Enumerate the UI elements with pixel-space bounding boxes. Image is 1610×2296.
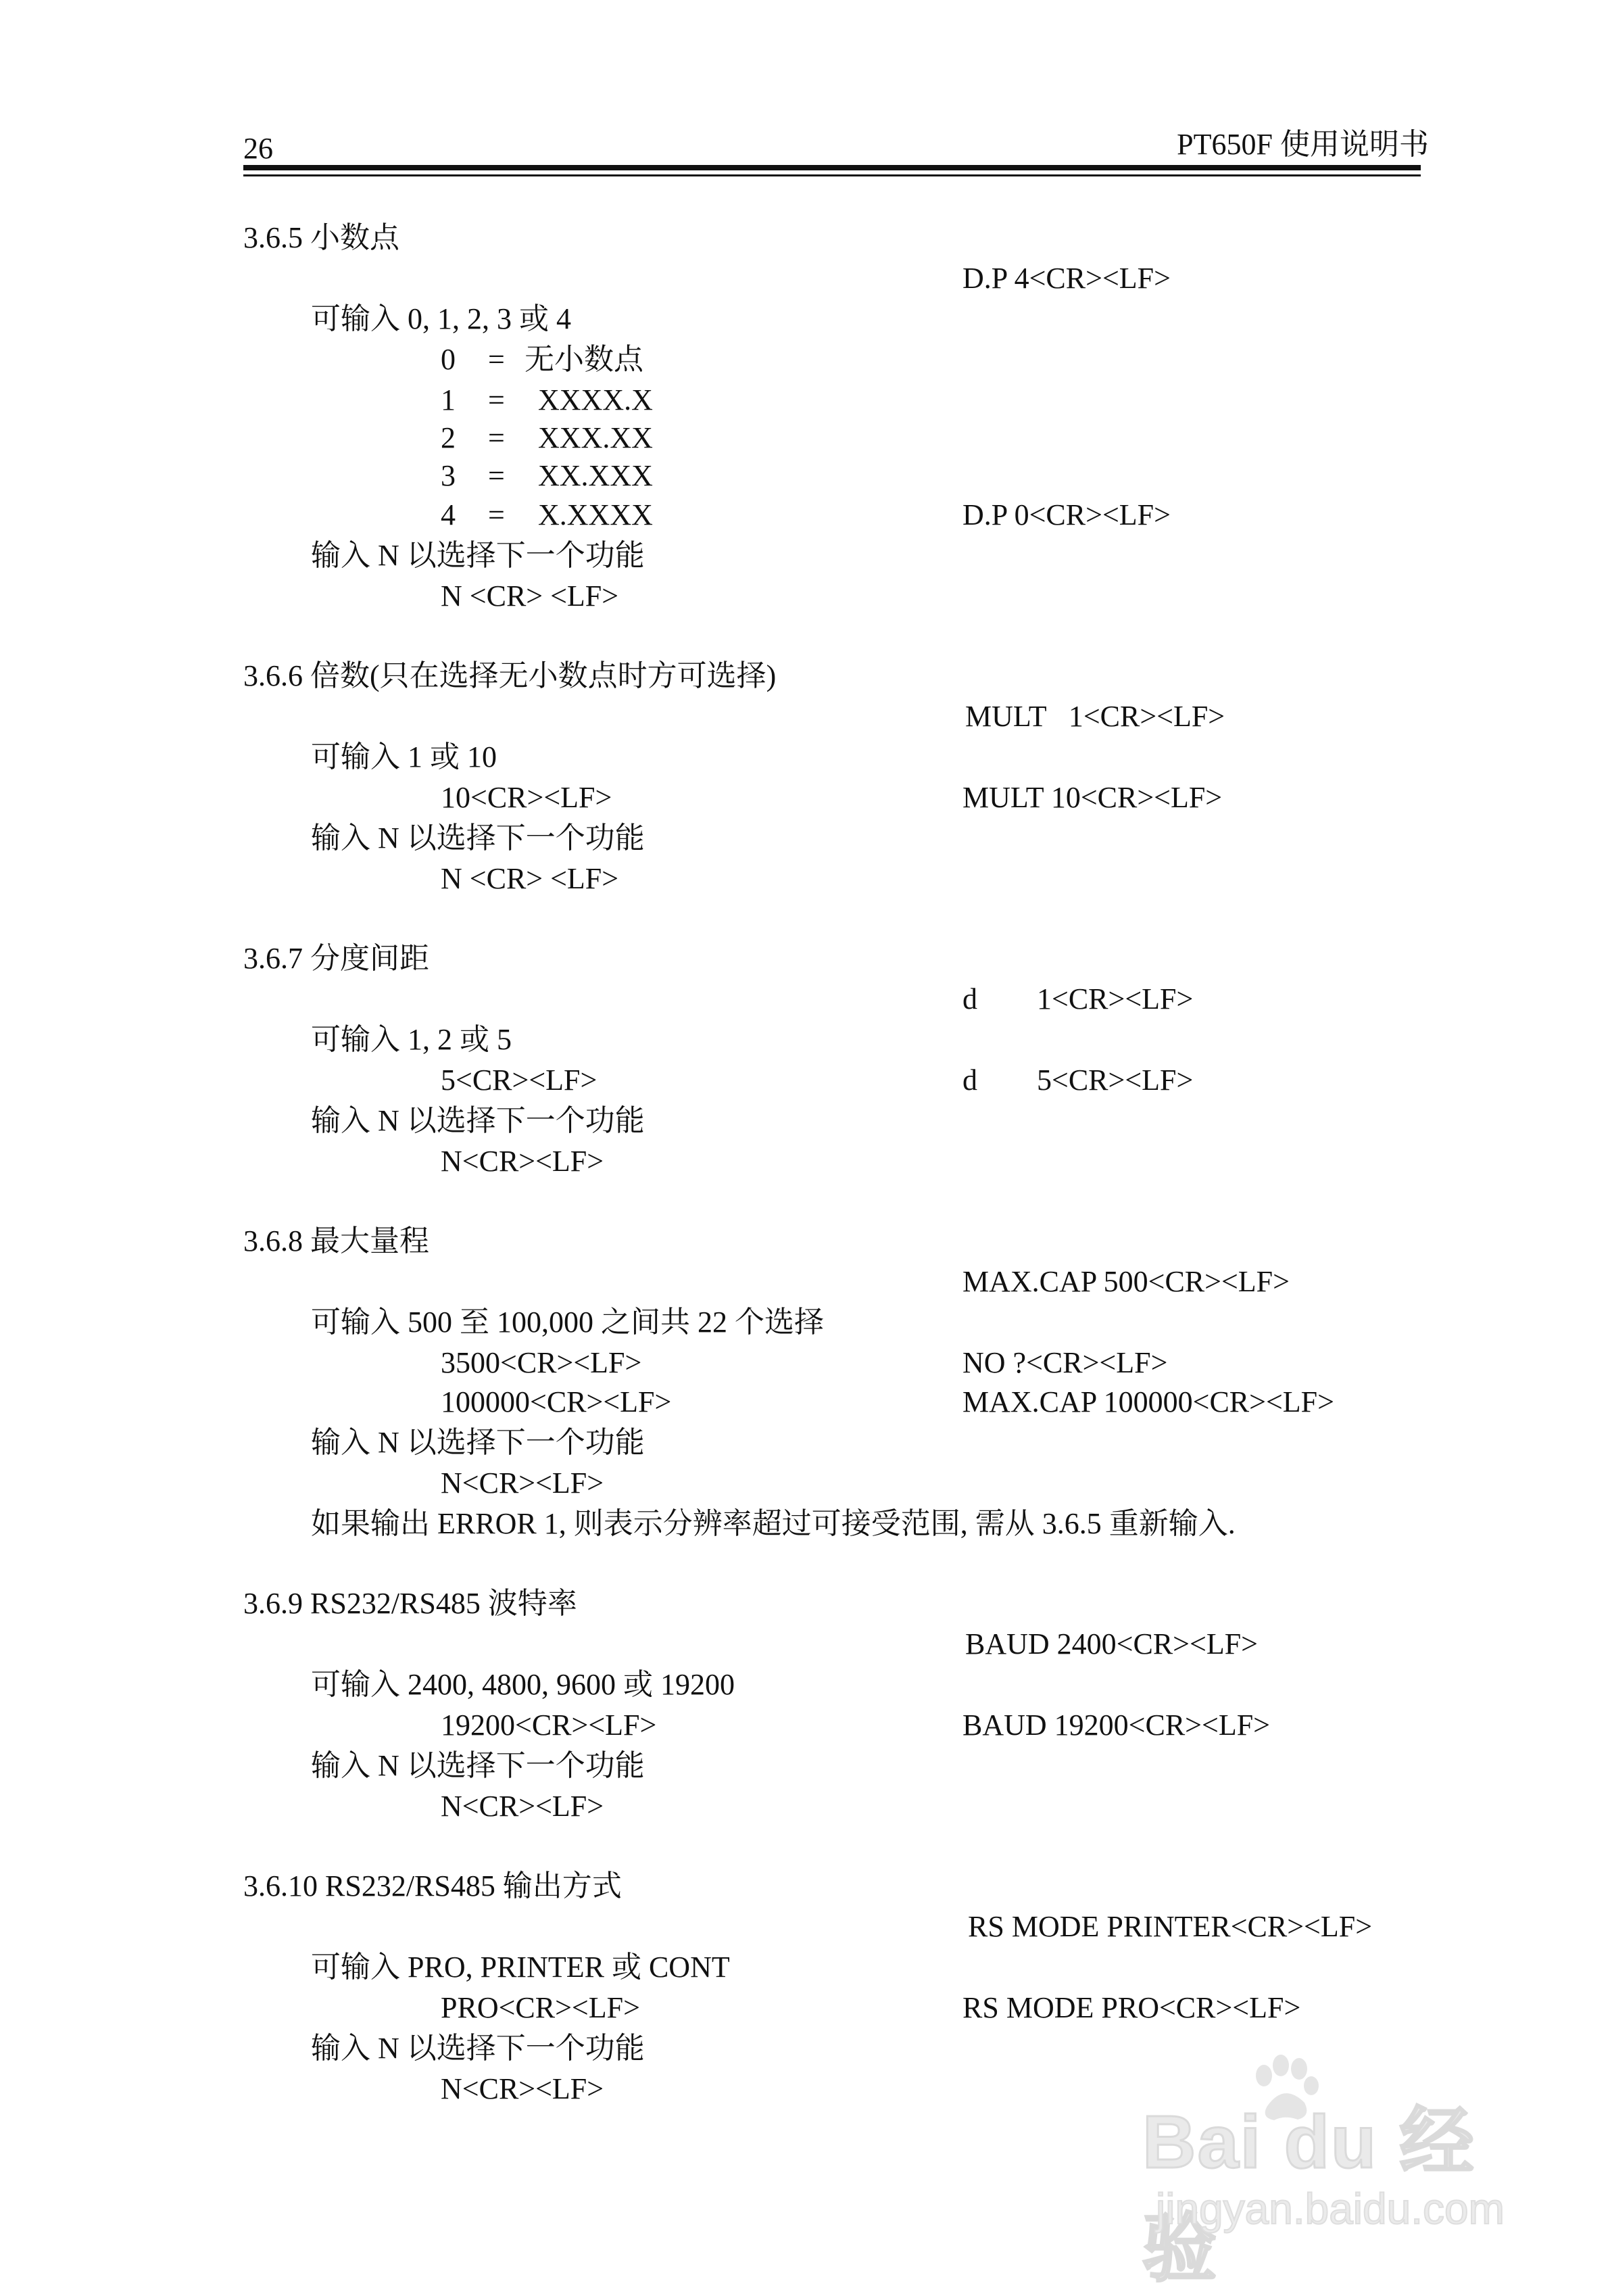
option-value: XXX.XX [538,421,653,454]
option-value: X.XXXX [538,498,653,531]
instruction-text: 可输入 500 至 100,000 之间共 22 个选择 [311,1306,824,1339]
next-function-label: 输入 N 以选择下一个功能 [311,539,645,572]
input-command: 10<CR><LF> [441,781,612,814]
display-prompt: RS MODE PRINTER<CR><LF> [968,1910,1373,1943]
watermark-url: jingyan.baidu.com [1156,2184,1505,2233]
result-text: RS MODE PRO<CR><LF> [962,1991,1301,2024]
option-eq: = [488,498,505,531]
header-rule-thick [243,165,1421,170]
next-function-label: 输入 N 以选择下一个功能 [311,1749,645,1782]
instruction-text: 可输入 1, 2 或 5 [311,1023,512,1056]
next-command: N<CR><LF> [441,1790,604,1823]
next-command: N<CR><LF> [441,2072,604,2105]
instruction-text: 可输入 2400, 4800, 9600 或 19200 [311,1668,735,1701]
option-key: 1 [441,383,456,416]
result-text: BAUD 19200<CR><LF> [962,1708,1270,1742]
option-value: 无小数点 [525,343,643,376]
option-eq: = [488,383,505,416]
result-text: D.P 0<CR><LF> [962,498,1171,531]
option-key: 4 [441,498,456,531]
option-key: 3 [441,459,456,492]
next-command: N <CR> <LF> [441,862,619,895]
option-key: 2 [441,421,456,454]
display-prompt: BAUD 2400<CR><LF> [965,1627,1258,1660]
section-heading-output-mode: 3.6.10 RS232/RS485 输出方式 [243,1869,622,1903]
display-prompt: D.P 4<CR><LF> [962,262,1171,295]
display-prompt: MAX.CAP 500<CR><LF> [962,1265,1290,1298]
section-heading-division: 3.6.7 分度间距 [243,942,429,975]
next-command: N<CR><LF> [441,1466,604,1500]
next-function-label: 输入 N 以选择下一个功能 [311,2032,645,2065]
watermark-logo: Bai du 经验 [1142,2101,1475,2291]
option-eq: = [488,421,505,454]
instruction-text: 可输入 0, 1, 2, 3 或 4 [311,302,571,335]
input-command: 100000<CR><LF> [441,1385,672,1418]
result-text: MAX.CAP 100000<CR><LF> [962,1385,1334,1418]
option-eq: = [488,459,505,492]
next-command: N<CR><LF> [441,1145,604,1178]
option-value: XXXX.X [538,383,653,416]
next-function-label: 输入 N 以选择下一个功能 [311,821,645,855]
option-value: XX.XXX [538,459,653,492]
baidu-jingyan-watermark [1142,2082,1521,2291]
result-text: MULT 10<CR><LF> [962,781,1223,814]
next-function-label: 输入 N 以选择下一个功能 [311,1104,645,1137]
display-prompt: MULT 1<CR><LF> [965,700,1225,733]
header-rule-thin [243,174,1421,176]
input-command: PRO<CR><LF> [441,1991,640,2024]
input-command: 3500<CR><LF> [441,1346,642,1379]
input-command: 19200<CR><LF> [441,1708,657,1742]
input-command: 5<CR><LF> [441,1063,597,1097]
section-heading-multiplier: 3.6.6 倍数(只在选择无小数点时方可选择) [243,659,777,692]
instruction-text: 可输入 1 或 10 [311,740,497,773]
instruction-text: 可输入 PRO, PRINTER 或 CONT [311,1951,730,1984]
error-note: 如果输出 ERROR 1, 则表示分辨率超过可接受范围, 需从 3.6.5 重新输入. [311,1507,1236,1540]
option-key: 0 [441,343,456,376]
next-function-label: 输入 N 以选择下一个功能 [311,1426,645,1459]
document-title: PT650F 使用说明书 [1177,128,1429,161]
section-heading-baud-rate: 3.6.9 RS232/RS485 波特率 [243,1587,577,1620]
next-command: N <CR> <LF> [441,579,619,613]
result-text: NO ?<CR><LF> [962,1346,1168,1379]
section-heading-max-capacity: 3.6.8 最大量程 [243,1224,429,1258]
display-prompt: d 1<CR><LF> [962,982,1194,1015]
option-eq: = [488,343,505,376]
result-text: d 5<CR><LF> [962,1063,1194,1097]
page-number: 26 [243,132,273,165]
section-heading-decimal-point: 3.6.5 小数点 [243,221,399,254]
